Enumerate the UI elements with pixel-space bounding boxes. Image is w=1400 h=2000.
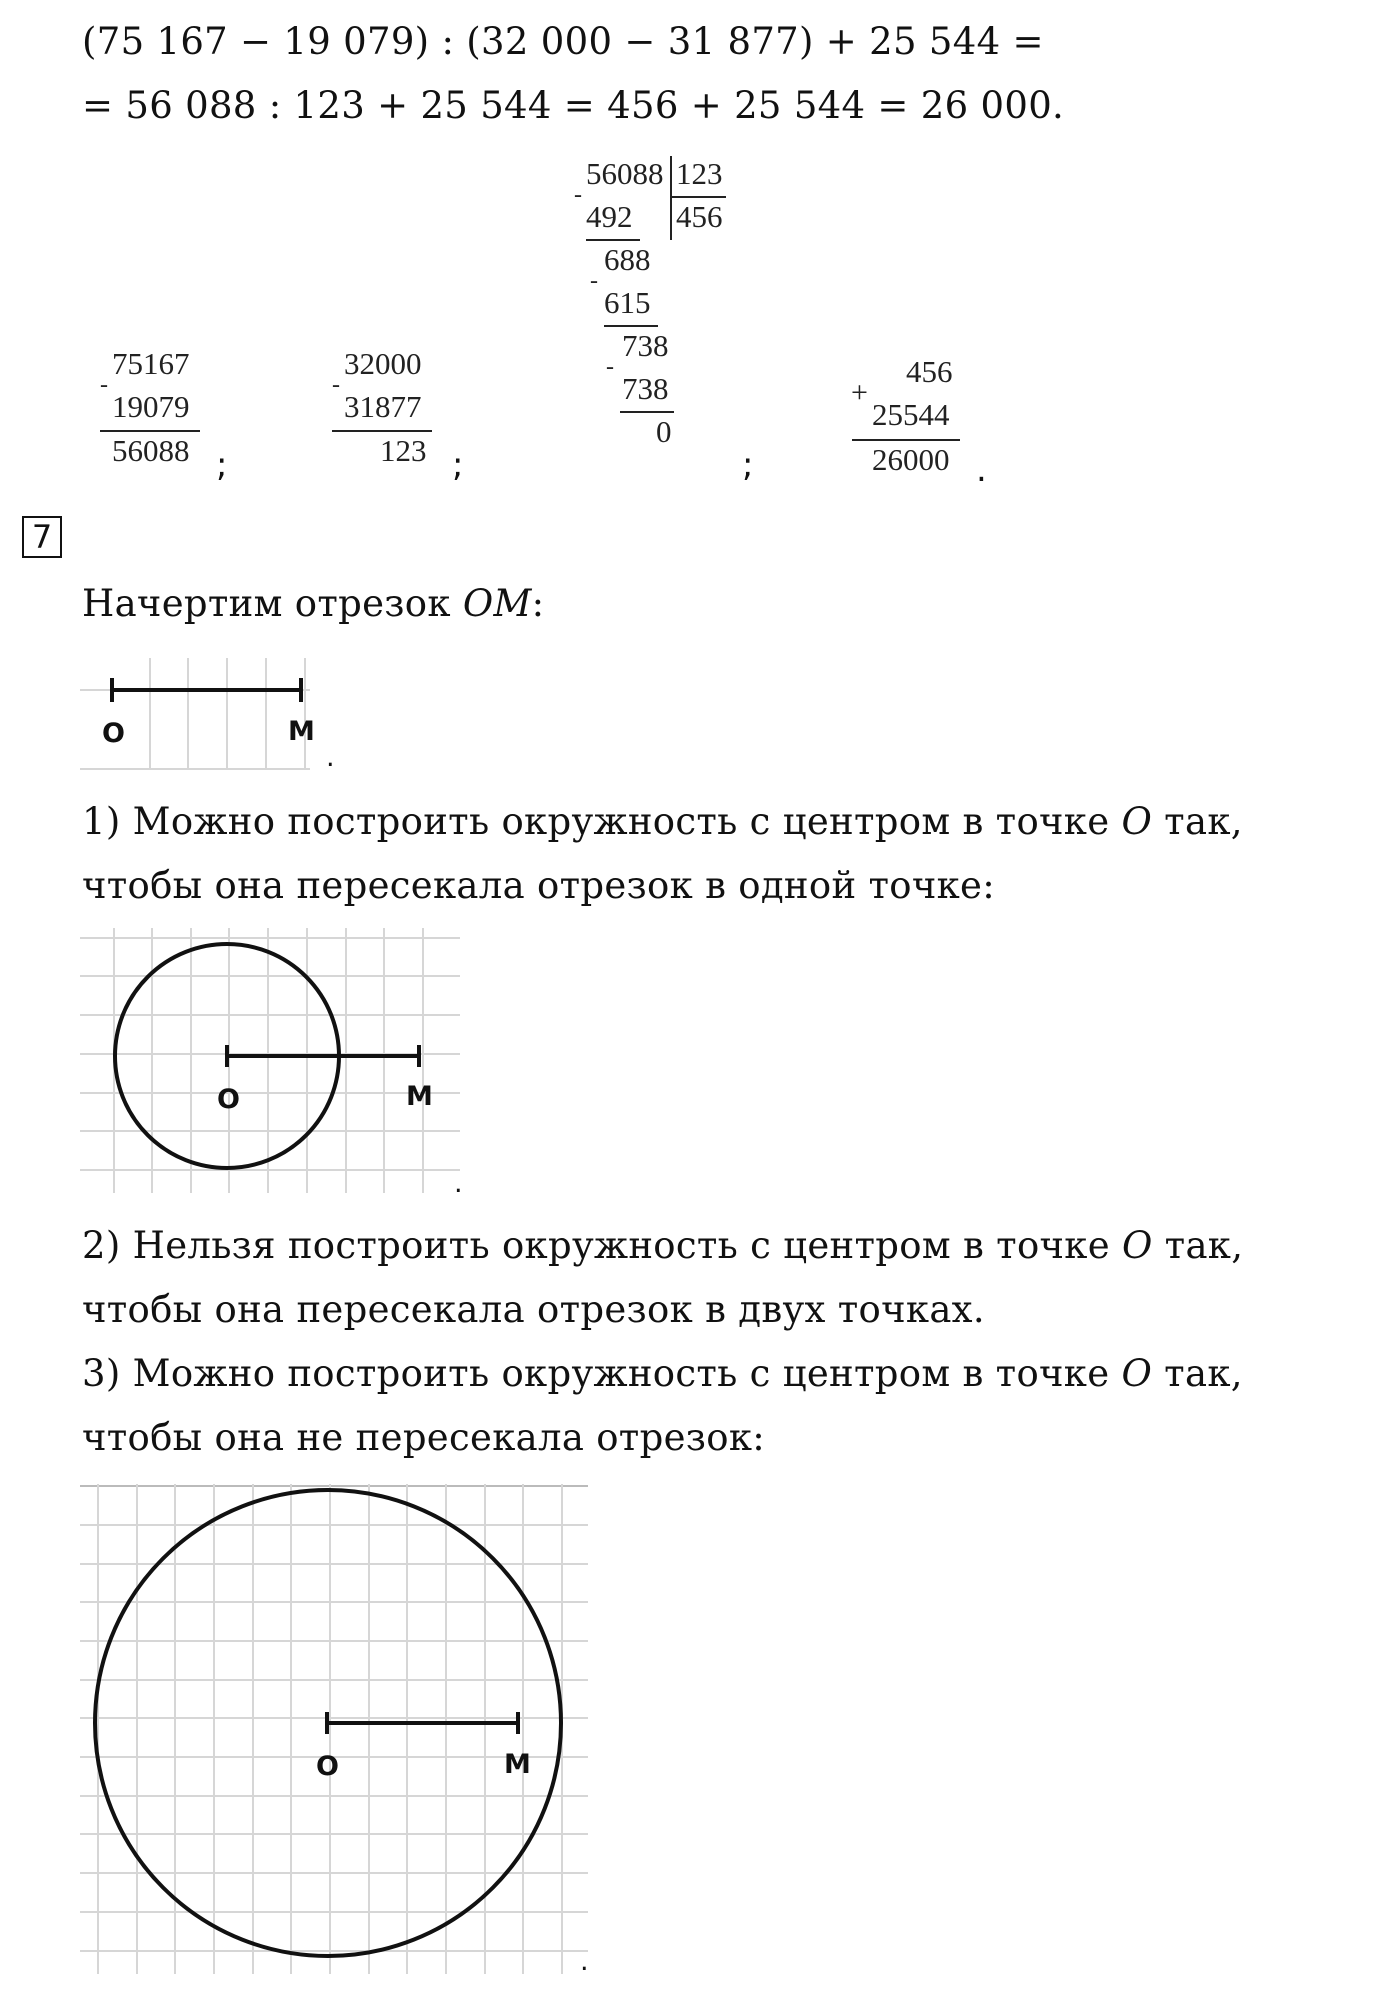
item1-text-b: так, [1152,800,1243,843]
division-step-3: 615 [604,285,651,320]
division-remainder: 0 [656,414,672,449]
item2-text-a: 2) Нельзя построить окружность с центром в точке [82,1224,1122,1267]
sub1-result: 56088 [112,433,190,468]
sub2-minuend: 32000 [344,346,422,381]
figure2-period: . [454,1168,463,1199]
figure3-grid [80,1484,588,1974]
item3-var: O [1121,1352,1153,1395]
figure1-period: . [326,742,335,773]
division-rule-2 [604,325,658,327]
intro-end: : [531,582,545,625]
add-addend-2: 25544 [872,397,950,432]
item3-text-b: так, [1152,1352,1243,1395]
intro-text: Начертим отрезок [82,582,463,625]
add-plus-sign: + [851,376,868,409]
item1-var: O [1121,800,1153,843]
item3-line2: чтобы она не пересекала отрезок: [82,1416,766,1459]
intro-var: OM [462,582,532,625]
sub2-subtrahend: 31877 [344,389,422,424]
sub1-rule [100,430,200,432]
sub1-subtrahend: 19079 [112,389,190,424]
sub1-minus-sign: - [100,372,108,398]
division-step-4: 738 [622,328,669,363]
division-rule-1 [586,239,640,241]
add-result: 26000 [872,442,950,477]
label-o-2: O [217,1084,240,1115]
label-o-3: O [316,1751,339,1782]
sub2-minus-sign: - [332,372,340,398]
item3-line1 [82,1352,1243,1395]
figure-circle-no-intersection [80,1484,600,1984]
expression-line-2: = 56 088 : 123 + 25 544 = 456 + 25 544 = 26 000. [82,84,1065,127]
label-m-3: M [504,1749,531,1780]
division-bracket-horizontal [672,196,726,198]
figure-segment-om [80,658,340,774]
division-step-5: 738 [622,371,669,406]
sub2-rule [332,430,432,432]
semicolon-3: ; [742,445,754,485]
figure2-grid [80,928,460,1193]
label-m: M [288,716,315,747]
add-rule [852,439,960,441]
item1-line1 [82,800,1243,843]
item2-line2: чтобы она пересекала отрезок в двух точках. [82,1288,985,1331]
item3-text-a: 3) Можно построить окружность с центром в точке [82,1352,1122,1395]
semicolon-1: ; [216,445,228,485]
figure-circle-one-intersection [80,928,480,1198]
expression-line-1: (75 167 − 19 079) : (32 000 − 31 877) + 25 544 = [82,20,1044,63]
item2-var: O [1121,1224,1153,1267]
division-quotient: 456 [676,199,723,234]
label-o: O [102,718,125,749]
figure1-grid [80,658,310,769]
semicolon-2: ; [452,445,464,485]
division-step-2: 688 [604,242,651,277]
sub1-minuend: 75167 [112,346,190,381]
division-step-1: 492 [586,199,633,234]
sub2-result: 123 [380,433,427,468]
division-rule-3 [620,411,674,413]
item2-text-b: так, [1152,1224,1244,1267]
label-m-2: M [406,1081,433,1112]
item1-line2: чтобы она пересекала отрезок в одной точке: [82,864,995,907]
item2-line1 [82,1224,1243,1267]
division-minus-3: - [606,354,614,380]
division-bracket-vertical [670,156,672,240]
division-dividend: 56088 [586,156,664,191]
figure3-period: . [580,1946,589,1977]
item1-text-a: 1) Можно построить окружность с центром в точке [82,800,1122,843]
division-divisor: 123 [676,156,723,191]
division-minus-1: - [574,182,582,208]
task-number-box: 7 [22,516,62,558]
add-addend-1: 456 [906,354,953,389]
period-1: . [976,450,987,490]
division-minus-2: - [590,268,598,294]
intro-line [82,582,544,625]
